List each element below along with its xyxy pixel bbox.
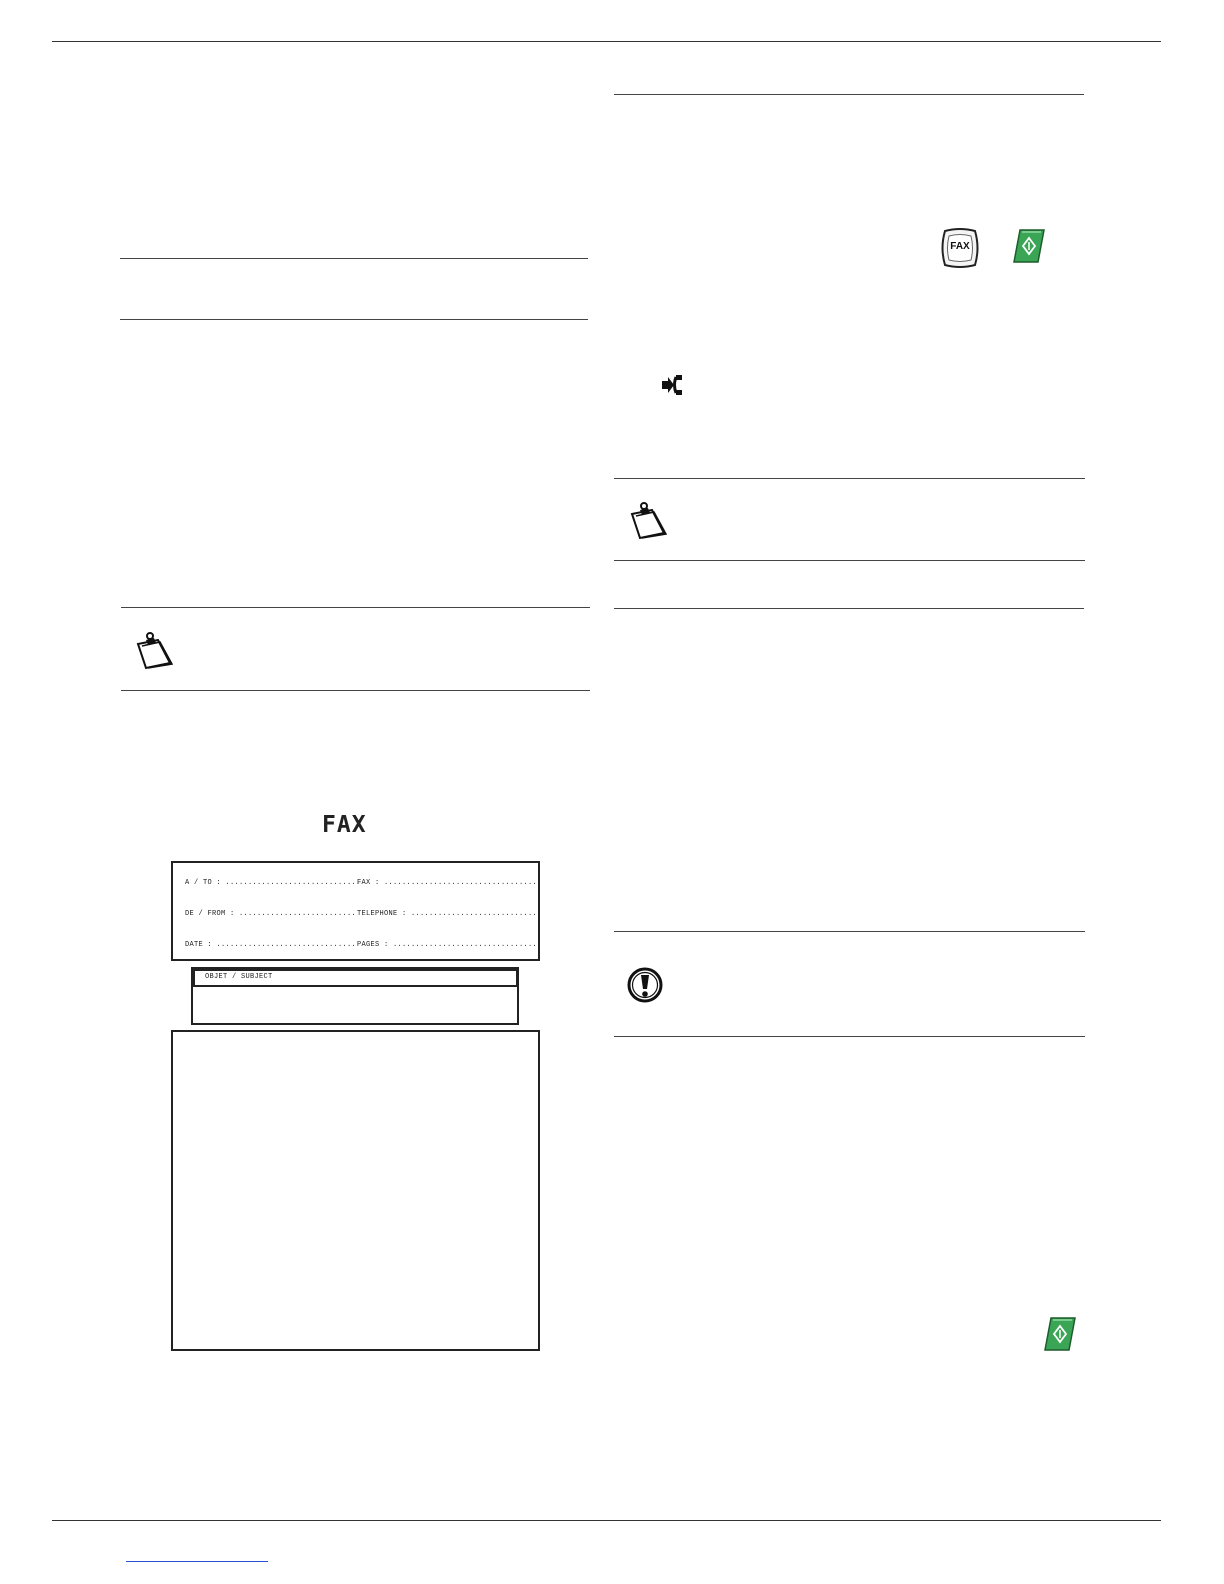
notepad-note-icon xyxy=(628,500,672,540)
cover-field-date: DATE : ............................... xyxy=(185,941,357,949)
cover-field-telephone: TELEPHONE : ............................ xyxy=(357,910,538,918)
right-section-rule-top xyxy=(614,94,1084,95)
cover-field-from: DE / FROM : .......................... xyxy=(185,910,357,918)
speaker-line-icon xyxy=(660,373,686,397)
cover-field-to: A / TO : .............................. xyxy=(185,879,361,887)
right-warning-rule-top xyxy=(614,931,1085,932)
left-section-rule-bottom xyxy=(120,319,588,320)
left-note-rule-top xyxy=(121,607,590,608)
right-section2-rule-top xyxy=(614,608,1084,609)
right-note-rule-bottom xyxy=(614,560,1085,561)
cover-field-fax: FAX : .................................. xyxy=(357,879,538,887)
page-header-rule xyxy=(52,41,1161,42)
left-section-rule-top xyxy=(120,258,588,259)
fax-key-label: FAX xyxy=(950,241,970,252)
start-key-icon[interactable] xyxy=(1043,1316,1077,1352)
exclamation-warning-icon xyxy=(626,966,664,1004)
notepad-note-icon xyxy=(134,630,178,670)
cover-sheet-title: FAX xyxy=(322,812,367,838)
page-footer-rule xyxy=(52,1520,1161,1521)
cover-field-pages: PAGES : ................................ xyxy=(357,941,538,949)
right-warning-rule-bottom xyxy=(614,1036,1085,1037)
cover-field-subject: OBJET / SUBJECT xyxy=(205,973,273,981)
left-note-rule-bottom xyxy=(121,690,590,691)
start-key-icon[interactable] xyxy=(1012,228,1046,264)
fax-key-icon[interactable] xyxy=(939,227,981,269)
footer-link-underline[interactable] xyxy=(126,1561,268,1562)
cover-message-box xyxy=(171,1030,540,1351)
right-note-rule-top xyxy=(614,478,1085,479)
